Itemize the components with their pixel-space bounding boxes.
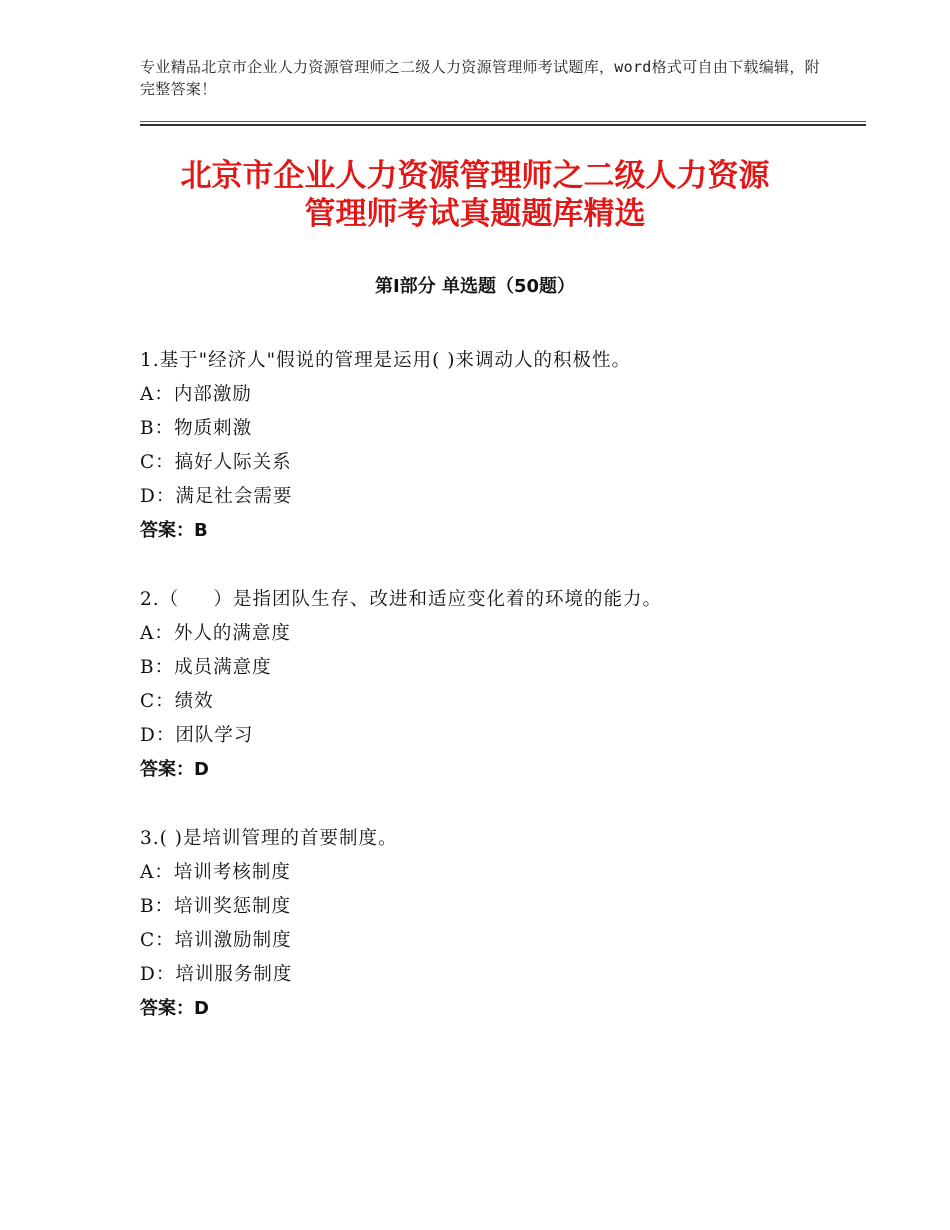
option-c: C：培训激励制度	[140, 930, 292, 951]
option-c: C：搞好人际关系	[140, 452, 292, 473]
document-title-line-1: 北京市企业人力资源管理师之二级人力资源	[180, 158, 770, 194]
option-a: A：外人的满意度	[140, 623, 291, 644]
document-title-line-2: 管理师考试真题题库精选	[304, 196, 646, 232]
header-divider-thick	[140, 124, 866, 126]
section-heading: 第Ⅰ部分 单选题（50题）	[374, 276, 575, 297]
option-b: B：物质刺激	[140, 418, 253, 439]
option-b: B：培训奖惩制度	[140, 896, 292, 917]
question-stem: 3.( )是培训管理的首要制度。	[140, 828, 398, 849]
option-a: A：培训考核制度	[140, 862, 291, 883]
question-list	[140, 344, 840, 1061]
header-note: 专业精品北京市企业人力资源管理师之二级人力资源管理师考试题库，word格式可自由下载编辑，附完整答案！	[140, 58, 820, 98]
answer: 答案：D	[140, 759, 209, 780]
option-d: D：满足社会需要	[140, 486, 293, 507]
answer: 答案：D	[140, 998, 209, 1019]
option-c: C：绩效	[140, 691, 214, 712]
option-a: A：内部激励	[140, 384, 252, 405]
question-2	[140, 583, 840, 787]
document-title	[90, 157, 860, 233]
question-3	[140, 822, 840, 1026]
option-b: B：成员满意度	[140, 657, 272, 678]
question-1	[140, 344, 840, 548]
answer: 答案：B	[140, 520, 208, 541]
option-d: D：培训服务制度	[140, 964, 293, 985]
option-d: D：团队学习	[140, 725, 254, 746]
question-stem: 1.基于"经济人"假说的管理是运用( )来调动人的积极性。	[140, 350, 631, 371]
question-stem: 2.（ ）是指团队生存、改进和适应变化着的环境的能力。	[140, 589, 663, 610]
header-divider-thin	[140, 121, 866, 122]
